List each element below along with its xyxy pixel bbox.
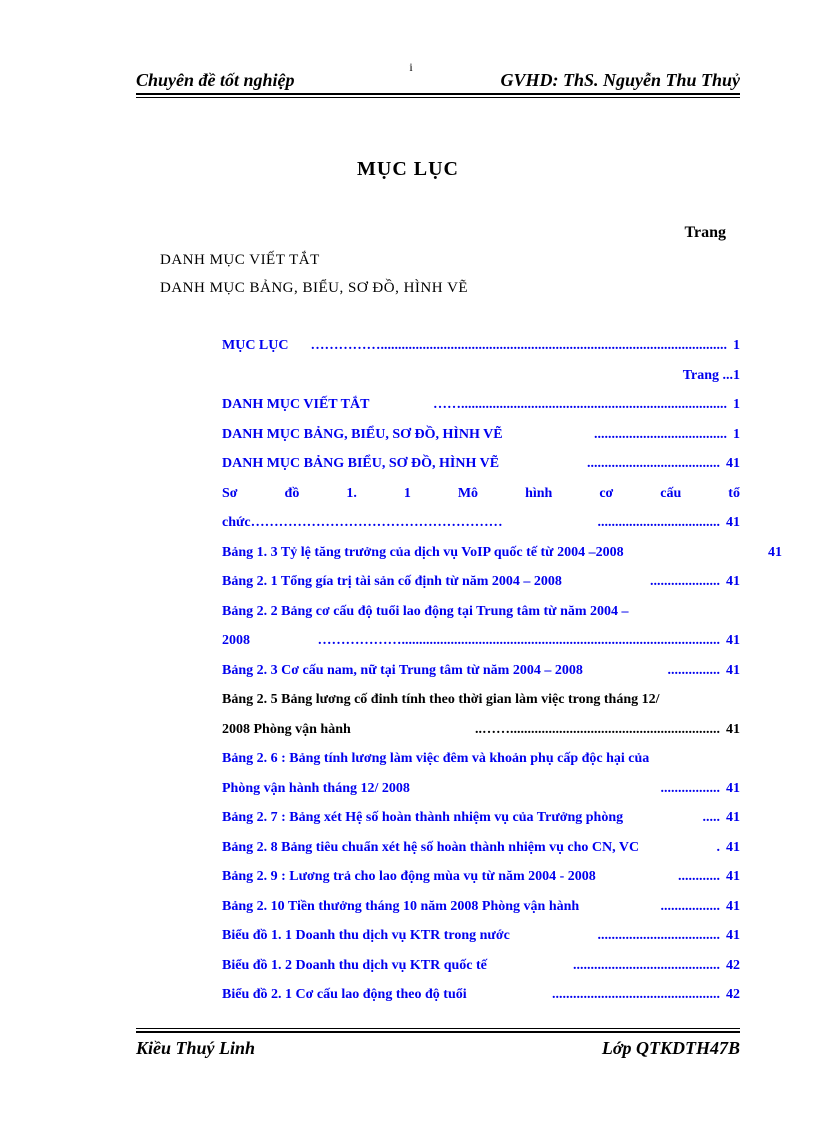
toc-entry-page: 1 xyxy=(733,426,740,442)
page-column-label: Trang xyxy=(684,224,726,241)
toc-entry-text: Biểu đồ 2. 1 Cơ cấu lao động theo độ tuổi xyxy=(222,987,467,1002)
toc-entry-page: 41 xyxy=(768,544,782,560)
toc-entry[interactable] xyxy=(222,718,740,748)
toc-entry-page: 1 xyxy=(733,338,740,353)
toc-entry[interactable] xyxy=(222,983,740,1013)
toc-entry[interactable] xyxy=(222,659,740,689)
toc-entry-leader: ................................... xyxy=(597,515,720,530)
footer-right-text: Lớp QTKDTH47B xyxy=(601,1038,740,1058)
toc-entry-text: chức……………………………………………… xyxy=(222,515,503,530)
toc-entry-page: 42 xyxy=(726,957,740,973)
toc-entry-leader: ................................... xyxy=(597,928,720,943)
toc-entry-word: cơ xyxy=(599,485,614,501)
toc-entry-text xyxy=(222,486,740,502)
toc-entry-text: Bảng 2. 5 Bảng lương cố đinh tính theo thời gian làm việc trong tháng 12/ xyxy=(222,692,660,707)
toc-entry-leader: ................. xyxy=(660,780,720,796)
toc-entry-word: hình xyxy=(525,485,553,501)
toc-entry-page: 41 xyxy=(726,898,740,914)
toc-entry-text: MỤC LỤC xyxy=(222,338,289,353)
toc-entry[interactable] xyxy=(222,482,740,512)
toc-entry-leader: ...................................................................................................…………… xyxy=(310,338,727,353)
toc-entry-page: 41 xyxy=(726,633,740,648)
toc-entry[interactable] xyxy=(222,954,740,984)
toc-entry-page: 1 xyxy=(733,397,740,412)
toc-entry[interactable] xyxy=(222,747,740,777)
toc-entry-page: Trang ...1 xyxy=(682,367,740,383)
toc-entry-word: cấu xyxy=(660,485,682,501)
toc-entry-text: Bảng 2. 6 : Bảng tính lương làm việc đêm và khoản phụ cấp độc hại của xyxy=(222,751,650,766)
toc-entry-text: Bảng 1. 3 Tỷ lệ tăng trưởng của dịch vụ VoIP quốc tế từ 2004 –2008 xyxy=(222,544,624,560)
footer-rule-thick xyxy=(136,1031,740,1033)
toc-entry-page: 41 xyxy=(726,839,740,855)
footer-rule-thin xyxy=(136,1028,740,1029)
toc-entry-page: 41 xyxy=(726,662,740,678)
header-left-text: Chuyên đề tốt nghiệp xyxy=(136,70,295,90)
toc-entry-page: 41 xyxy=(726,780,740,796)
toc-entry-leader: ............................................................................…… xyxy=(433,397,727,412)
toc-entry-leader: ................. xyxy=(660,898,720,914)
top-item-figures: DANH MỤC BẢNG, BIỂU, SƠ ĐỒ, HÌNH VẼ xyxy=(160,280,469,296)
toc-entry[interactable] xyxy=(222,541,782,571)
toc-entry-page: 41 xyxy=(726,721,740,737)
toc-entry-page: 41 xyxy=(726,928,740,943)
toc-entry[interactable] xyxy=(222,924,740,954)
toc-entry-text: DANH MỤC VIẾT TẮT xyxy=(222,397,370,412)
toc-entry[interactable] xyxy=(222,452,740,482)
toc-entry-text: Bảng 2. 10 Tiền thưởng tháng 10 năm 2008 Phòng vận hành xyxy=(222,898,580,914)
toc-entry-text: DANH MỤC BẢNG, BIỂU, SƠ ĐỒ, HÌNH VẼ xyxy=(222,426,503,442)
toc-entry-text: Phòng vận hành tháng 12/ 2008 xyxy=(222,780,410,796)
toc-entry-text: Bảng 2. 9 : Lương trả cho lao động mùa vụ từ năm 2004 - 2008 xyxy=(222,869,596,884)
toc-entry-page: 41 xyxy=(726,574,740,589)
toc-entry-word: Mô xyxy=(457,485,479,501)
toc-entry-word: 1 xyxy=(403,485,411,501)
toc-entry-text: 2008 xyxy=(222,633,250,648)
header-rule-thin xyxy=(136,97,740,98)
toc-entry[interactable] xyxy=(222,393,740,423)
toc-entry-word: 1. xyxy=(346,485,357,501)
toc-entry-text: Bảng 2. 8 Bảng tiêu chuẩn xét hệ số hoàn thành nhiệm vụ cho CN, VC xyxy=(222,839,640,855)
toc-entry-leader: ............ xyxy=(678,869,720,884)
toc-entry-leader: .................... xyxy=(650,574,720,589)
page-footer xyxy=(136,1028,740,1062)
footer-left-text: Kiều Thuý Linh xyxy=(136,1038,256,1058)
toc-entry-leader: ................................................ xyxy=(552,987,720,1002)
toc-entry-text: Bảng 2. 7 : Bảng xét Hệ số hoàn thành nhiệm vụ của Trưởng phòng xyxy=(222,810,624,825)
toc-entry-page: 41 xyxy=(726,456,740,471)
toc-entry-text: Biểu đồ 1. 1 Doanh thu dịch vụ KTR trong nước xyxy=(222,928,510,943)
toc-entry[interactable] xyxy=(222,570,740,600)
toc-entry[interactable] xyxy=(222,629,740,659)
toc-entry-page: 41 xyxy=(726,515,740,530)
toc-entry-leader: .......................................... xyxy=(573,957,720,973)
toc-entry-word: tổ xyxy=(728,485,740,501)
toc-entry-leader: ...................................... xyxy=(587,456,720,471)
toc-entry[interactable] xyxy=(222,777,740,807)
toc-entry-word: Sơ xyxy=(222,485,238,501)
toc-entry-page: 41 xyxy=(726,869,740,884)
toc-entry-text: Bảng 2. 1 Tổng gía trị tài sản cố định từ năm 2004 – 2008 xyxy=(222,574,562,589)
table-of-contents xyxy=(222,334,782,1013)
toc-entry-leader: ..... xyxy=(702,810,720,825)
top-item-abbreviations: DANH MỤC VIẾT TẮT xyxy=(160,252,320,268)
header-rule-thick xyxy=(136,93,740,95)
toc-entry[interactable] xyxy=(222,511,740,541)
toc-entry-page: 42 xyxy=(726,987,740,1002)
toc-entry-leader: ...........................................................................................……………… xyxy=(317,633,720,648)
toc-entry-text: Biểu đồ 1. 2 Doanh thu dịch vụ KTR quốc tế xyxy=(222,957,487,973)
toc-entry-word: đồ xyxy=(284,485,300,501)
toc-entry[interactable] xyxy=(222,600,740,630)
toc-entry[interactable] xyxy=(222,895,740,925)
toc-entry-page: 41 xyxy=(726,810,740,825)
toc-entry[interactable] xyxy=(222,688,740,718)
toc-entry-leader: . xyxy=(716,839,720,855)
toc-entry-leader: ............... xyxy=(667,662,720,678)
toc-entry[interactable] xyxy=(222,836,740,866)
toc-entry-leader: ...................................... xyxy=(594,426,727,442)
toc-entry-leader: ............................................................…….. xyxy=(475,721,720,737)
toc-entry-text: Bảng 2. 2 Bảng cơ cấu độ tuổi lao động tại Trung tâm từ năm 2004 – xyxy=(222,603,629,619)
toc-entry[interactable] xyxy=(222,364,740,394)
toc-entry-text: 2008 Phòng vận hành xyxy=(222,721,351,737)
header-right-text: GVHD: ThS. Nguyễn Thu Thuỷ xyxy=(500,70,740,90)
toc-entry[interactable] xyxy=(222,806,740,836)
toc-entry[interactable] xyxy=(222,865,740,895)
page-number: i xyxy=(409,60,413,74)
toc-entry-text: DANH MỤC BẢNG BIỂU, SƠ ĐỒ, HÌNH VẼ xyxy=(222,456,500,471)
page-title: MỤC LỤC xyxy=(357,158,459,180)
toc-entry-text: Bảng 2. 3 Cơ cấu nam, nữ tại Trung tâm từ năm 2004 – 2008 xyxy=(222,662,583,678)
toc-entry[interactable] xyxy=(222,423,740,453)
page-header xyxy=(136,60,740,96)
toc-entry[interactable] xyxy=(222,334,740,364)
